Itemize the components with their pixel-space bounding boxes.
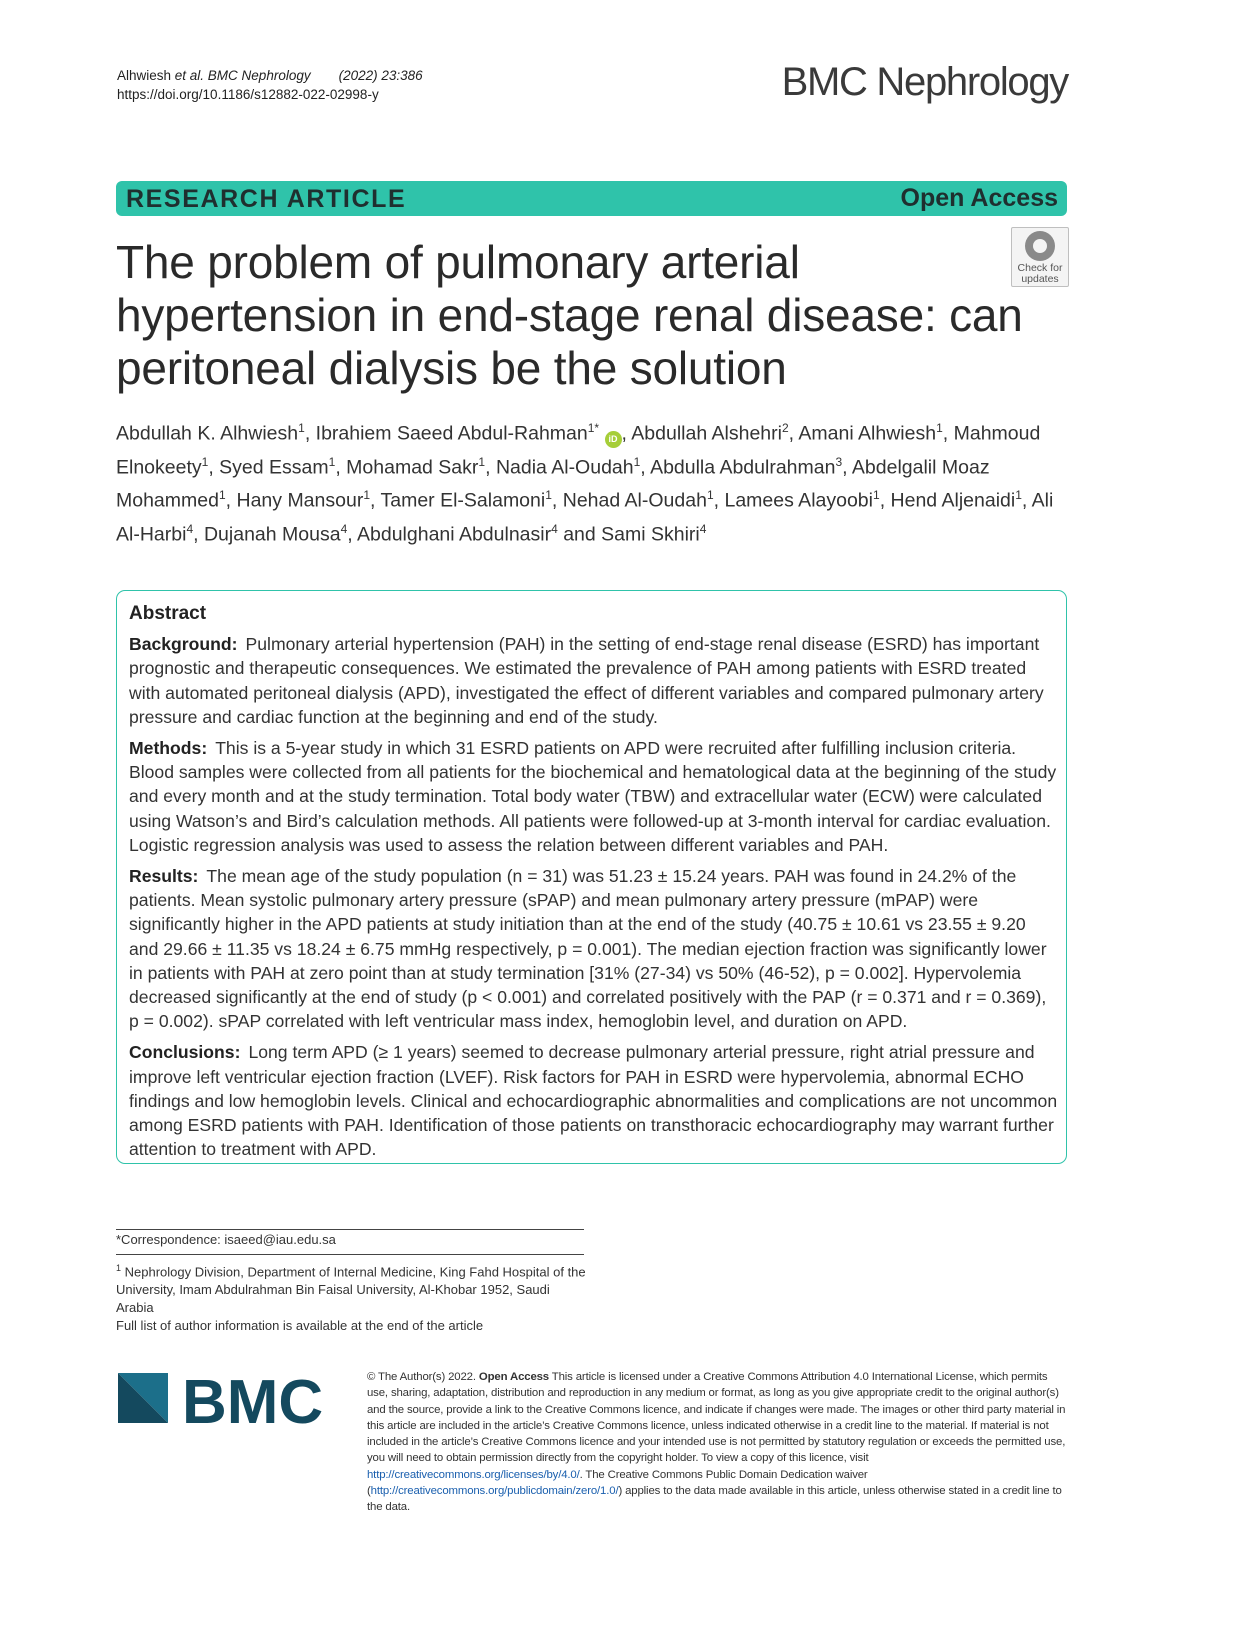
- license-statement: [367, 1369, 1067, 1516]
- author-name[interactable]: Syed Essam: [219, 456, 329, 478]
- author-name[interactable]: Sami Skhiri: [601, 523, 700, 545]
- license-open-access: Open Access: [478, 1371, 549, 1383]
- author-name[interactable]: Hend Aljenaidi: [890, 489, 1016, 512]
- author-affiliation-mark: 1: [633, 454, 641, 469]
- author-name[interactable]: Dujanah Mousa: [203, 523, 341, 545]
- license-prefix: © The Author(s) 2022.: [367, 1371, 479, 1383]
- divider: [116, 1254, 584, 1255]
- author-name[interactable]: Lamees Alayoobi: [724, 489, 873, 512]
- author-affiliation-mark: 3: [835, 454, 843, 469]
- author-separator: ,: [788, 422, 799, 445]
- author-affiliation-mark: 1: [545, 488, 552, 502]
- author-affiliation-mark: 1: [328, 454, 336, 469]
- author-separator: ,: [485, 456, 496, 478]
- citation-authors: Alhwiesh: [117, 68, 175, 83]
- author-separator: ,: [879, 489, 891, 512]
- author-name[interactable]: Ibrahiem Saeed Abdul-Rahman: [315, 422, 588, 445]
- correspondence-email[interactable]: *Correspondence: isaeed@iau.edu.sa: [116, 1232, 336, 1247]
- affiliation-text: Nephrology Division, Department of Internal Medicine, King Fahd Hospital of the University, Imam Abdulrahman Bin Faisal University, Al-Khobar 1952, Saudi Arabia: [116, 1264, 586, 1316]
- author-affiliation-mark: 1: [1015, 488, 1022, 502]
- author-separator: ,: [1021, 489, 1032, 512]
- author-separator: ,: [551, 489, 563, 512]
- author-affiliation-mark: 4: [551, 521, 558, 536]
- journal-name: BMC Nephrology: [781, 60, 1068, 104]
- author-name[interactable]: Amani Alhwiesh: [798, 422, 937, 445]
- author-name[interactable]: Abdullah K. Alhwiesh: [116, 422, 299, 445]
- abstract-box: [116, 590, 1067, 1164]
- abstract-section-label: Methods:: [129, 738, 208, 759]
- abstract-section-text: Pulmonary arterial hypertension (PAH) in the setting of end-stage renal disease (ESRD) has important prognostic and therapeutic consequences. We estimated the prevalence of PAH among patients with ESRD treated with automated peritoneal dialysis (APD), investigated the effect of different variables and compared pulmonary artery pressure and cardiac function at the beginning and end of the study.: [129, 634, 1044, 727]
- abstract-section-label: Results:: [129, 866, 199, 887]
- author-separator: ,: [942, 422, 954, 445]
- author-name[interactable]: Abdullah Alshehri: [631, 422, 782, 445]
- license-link-cc-by[interactable]: http://creativecommons.org/licenses/by/4.0/: [367, 1468, 580, 1481]
- doi-link[interactable]: https://doi.org/10.1186/s12882-022-02998-y: [117, 87, 379, 102]
- author-affiliation-mark: 1: [201, 454, 209, 469]
- citation-line: [117, 66, 423, 85]
- author-separator: ,: [225, 489, 237, 512]
- author-name[interactable]: Mahmoud Elnokeety: [116, 422, 1041, 478]
- author-name[interactable]: Nehad Al-Oudah: [562, 489, 707, 512]
- citation-header: [117, 66, 423, 104]
- check-updates-line2: updates: [1021, 273, 1059, 285]
- citation-year: (2022) 23:386: [338, 68, 423, 83]
- author-affiliation-mark: 1: [936, 421, 943, 435]
- author-separator: ,: [335, 456, 347, 478]
- author-separator: and: [557, 523, 602, 545]
- author-name[interactable]: Abdelgalil Moaz Mohammed: [116, 456, 990, 512]
- abstract-heading: Abstract: [129, 603, 207, 624]
- author-affiliation-mark: 1: [363, 488, 370, 502]
- author-separator: ,: [304, 422, 316, 445]
- author-list: [116, 414, 1076, 548]
- author-name[interactable]: Abdulla Abdulrahman: [650, 456, 836, 478]
- logo-wordmark: BMC: [182, 1373, 324, 1429]
- author-separator: ,: [621, 422, 632, 445]
- divider: [116, 1229, 584, 1230]
- author-separator: ,: [347, 523, 358, 545]
- abstract-section: [129, 864, 1059, 1033]
- author-affiliation-mark: 1*: [587, 421, 600, 435]
- author-affiliation-mark: 2: [781, 421, 789, 435]
- bmc-logo: [118, 1373, 340, 1429]
- license-text-1: This article is licensed under a Creative Commons Attribution 4.0 International License, which permits use, sharing, adaptation, distribution and reproduction in any medium or format, as long as you give appropriate credit to the original author(s) and the source, provide a link to the Creative Commons licence, and indicate if changes were made. The images or other third party material in this article are included in the article’s Creative Commons licence, unless indicated otherwise in a credit line to the material. If material is not included in the article’s Creative Commons licence and your intended use is not permitted by statutory regulation or exceeds the permitted use, you will need to obtain permission directly from the copyright holder. To view a copy of this licence, visit: [367, 1371, 1066, 1465]
- author-affiliation-mark: 1: [218, 488, 226, 502]
- abstract-section-text: The mean age of the study population (n = 31) was 51.23 ± 15.24 years. PAH was found in 24.2% of the patients. Mean systolic pulmonary artery pressure (sPAP) and mean pulmonary artery pressure (mPAP) were significantly higher in the APD patients at study initiation than at the end of the study (40.75 ± 10.61 vs 23.55 ± 9.20 and 29.66 ± 11.35 vs 18.24 ± 6.75 mmHg respectively, p = 0.001). The median ejection fraction was significantly lower in patients with PAH at zero point than at study termination [31% (27-34) vs 50% (46-52), p = 0.002]. Hypervolemia decreased significantly at the end of study (p < 0.001) and correlated positively with the PAP (r = 0.371 and r = 0.369), p = 0.002). sPAP correlated with left ventricular mass index, hemoglobin level, and duration on APD.: [129, 866, 1047, 1032]
- author-affiliation-mark: 4: [340, 521, 348, 536]
- affiliation-note: [116, 1259, 586, 1335]
- author-separator: ,: [713, 489, 725, 512]
- abstract-section-label: Conclusions:: [129, 1042, 241, 1063]
- article-type-banner: [116, 181, 1067, 216]
- abstract-section-text: This is a 5-year study in which 31 ESRD patients on APD were recruited after fulfilling inclusion criteria. Blood samples were collected from all patients for the biochemical and hematological data at the beginning of the study and every month and at the study termination. Total body water (TBW) and extracellular water (ECW) were calculated using Watson’s and Bird’s calculation methods. All patients were followed-up at 3-month interval for cardiac evaluation. Logistic regression analysis was used to assess the relation between different variables and PAH.: [129, 738, 1057, 855]
- affiliation-number: 1: [116, 1263, 122, 1273]
- author-affiliation-mark: 1: [298, 421, 305, 435]
- abstract-sections: [129, 632, 1059, 1161]
- orcid-icon[interactable]: iD: [605, 431, 622, 448]
- author-name[interactable]: Tamer El-Salamoni: [380, 489, 546, 512]
- author-separator: ,: [208, 456, 220, 478]
- author-affiliation-mark: 1: [873, 488, 880, 502]
- abstract-section-text: Long term APD (≥ 1 years) seemed to decrease pulmonary arterial pressure, right atrial pressure and improve left ventricular ejection fraction (LVEF). Risk factors for PAH in ESRD were hypervolemia, abnormal ECHO findings and low hemoglobin levels. Clinical and echocardiographic abnormalities and complications are not uncommon among ESRD patients with PAH. Identification of those patients on transthoracic echocardiography may warrant further attention to treatment with APD.: [129, 1042, 1058, 1160]
- article-title: The problem of pulmonary arterial hypertension in end-stage renal disease: can peritoneal dialysis be the solution: [116, 236, 1023, 394]
- author-info-note: Full list of author information is available at the end of the article: [116, 1318, 484, 1334]
- abstract-section: [129, 736, 1059, 857]
- author-name[interactable]: Hany Mansour: [236, 489, 364, 512]
- author-affiliation-mark: 1: [478, 454, 486, 469]
- author-name[interactable]: Ali Al-Harbi: [116, 489, 1054, 545]
- license-text-2: . The Creative Commons Public Domain Dedication waiver (: [367, 1468, 868, 1498]
- citation-journal: et al. BMC Nephrology: [174, 68, 311, 83]
- author-separator: ,: [640, 456, 651, 478]
- author-affiliation-mark: 1: [706, 488, 714, 502]
- author-name[interactable]: Abdulghani Abdulnasir: [357, 523, 552, 545]
- author-affiliation-mark: 4: [699, 521, 707, 536]
- check-updates-line1: Check for: [1017, 262, 1063, 274]
- abstract-section: [129, 1040, 1059, 1161]
- license-link-cc-zero[interactable]: http://creativecommons.org/publicdomain/zero/1.0/: [370, 1485, 619, 1498]
- author-separator: ,: [193, 523, 204, 545]
- abstract-section: [129, 632, 1059, 729]
- open-access-label: Open Access: [900, 184, 1058, 212]
- article-type-label: RESEARCH ARTICLE: [126, 185, 407, 213]
- author-name[interactable]: Mohamad Sakr: [346, 456, 479, 478]
- license-text-3: ) applies to the data made available in this article, unless otherwise stated in a credit line to the data.: [367, 1485, 1062, 1514]
- author-separator: ,: [842, 456, 852, 478]
- author-affiliation-mark: 4: [186, 521, 194, 536]
- author-separator: ,: [370, 489, 381, 512]
- author-name[interactable]: Nadia Al-Oudah: [495, 456, 634, 478]
- abstract-section-label: Background:: [129, 634, 238, 655]
